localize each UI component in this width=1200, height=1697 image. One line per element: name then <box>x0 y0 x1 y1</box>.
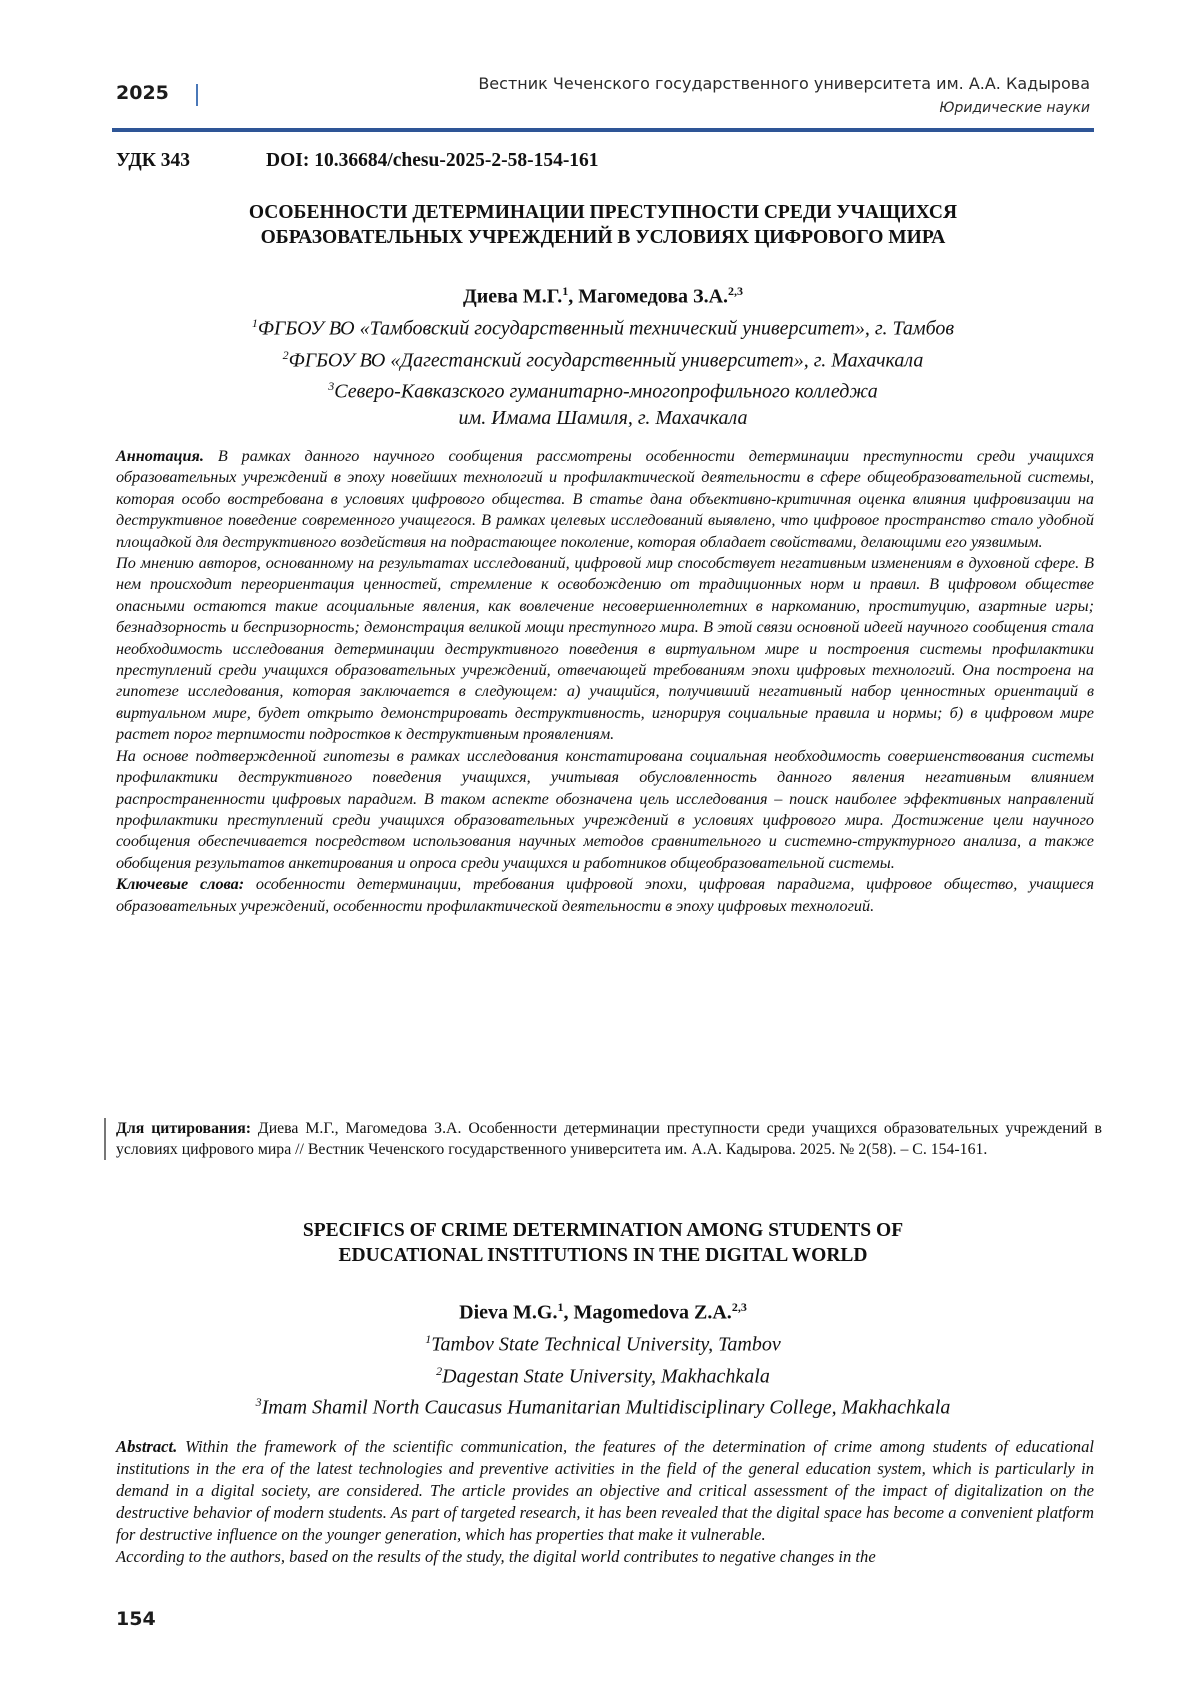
citation-label: Для цитирования: <box>116 1120 251 1137</box>
en-title-line2: EDUCATIONAL INSTITUTIONS IN THE DIGITAL WORLD <box>112 1243 1094 1268</box>
en-affiliations <box>112 1326 1094 1421</box>
ru-title-line1: ОСОБЕННОСТИ ДЕТЕРМИНАЦИИ ПРЕСТУПНОСТИ СРЕДИ УЧАЩИХСЯ <box>112 200 1094 225</box>
ru-keywords-label: Ключевые слова: <box>116 875 244 893</box>
en-affil-2-sup: 2 <box>436 1364 442 1378</box>
ru-affiliations <box>112 310 1094 431</box>
ru-abstract <box>116 446 1094 917</box>
en-author-2-sup: 2,3 <box>732 1300 747 1314</box>
en-author-2: Magomedova Z.A. <box>573 1302 731 1324</box>
en-affil-1-text: Tambov State Technical University, Tambov <box>431 1334 780 1356</box>
ru-author-2-sup: 2,3 <box>728 284 743 298</box>
header-year: 2025 <box>116 82 169 104</box>
doi[interactable]: DOI: 10.36684/chesu-2025-2-58-154-161 <box>266 150 599 172</box>
ru-affil-2-sup: 2 <box>283 348 289 362</box>
header-divider <box>196 84 198 106</box>
en-authors <box>112 1300 1094 1325</box>
journal-section: Юридические науки <box>939 100 1090 116</box>
ru-abstract-p2: По мнению авторов, основанному на результатах исследований, цифровой мир способствует негативным изменениям в духовной сфере. В нем происходит переориентация ценностей, стремление к освобождению от традиционных норм и правил. В цифровом обществе опасными остаются такие асоциальные явления, как вовлечение несовершеннолетних в наркоманию, проституцию, азартные игры; безнадзорность и беспризорность; демонстрация великой мощи преступного мира. В этой связи основной идеей научного сообщения стала необходимость исследования детерминации деструктивного поведения в виртуальном мире и построения системы профилактики преступлений среди учащихся образовательных учреждений, отвечающей требованиям эпохи цифровых технологий. Она построена на гипотезе исследования, которая заключается в следующем: а) учащийся, получивший негативный набор ценностных ориентаций в виртуальном мире, будет открыто демонстрировать деструктивность, игнорируя социальные правила и нормы; б) в цифровом мире растет порог терпимости подростков к деструктивным проявлениям. <box>116 553 1094 746</box>
header-rule <box>112 128 1094 132</box>
ru-affil-3 <box>112 373 1094 405</box>
en-affil-1-sup: 1 <box>425 1332 431 1346</box>
en-abstract-p1-text: Within the framework of the scientific communication, the features of the determination of crime among students of educational institutions in the era of the latest technologies and preventive activities in the field of the general education system, which is particularly in demand in a digital society, are considered. The article provides an objective and critical assessment of the impact of digitalization on the destructive behavior of modern students. As part of targeted research, it has been revealed that the digital space has become a convenient platform for destructive influence on the younger generation, which has properties that make it vulnerable. <box>116 1437 1094 1544</box>
ru-abstract-p3: На основе подтвержденной гипотезы в рамках исследования констатирована социальная необходимость совершенствования системы профилактики деструктивного поведения учащихся, учитывая обусловленность данного явления негативным влиянием распространенности цифровых парадигм. В таком аспекте обозначена цель исследования – поиск наиболее эффективных направлений профилактики преступлений среди учащихся образовательных учреждений в условиях цифрового мира. Достижение цели научного сообщения обеспечивается посредством использования научных методов сравнительного и системно-структурного анализа, а также обобщения результатов анкетирования и опроса среди учащихся и работников общеобразовательной системы. <box>116 746 1094 874</box>
ru-author-1-sup: 1 <box>562 284 568 298</box>
ru-affil-3-cont: им. Имама Шамиля, г. Махачкала <box>112 405 1094 431</box>
ru-affil-3-sup: 3 <box>328 379 334 393</box>
en-title <box>112 1218 1094 1268</box>
en-author-1: Dieva M.G. <box>459 1302 557 1324</box>
citation-text: Диева М.Г., Магомедова З.А. Особенности детерминации преступности среди учащихся образовательных учреждений в условиях цифрового мира // Вестник Чеченского государственного университета им. А.А. Кадырова. 2025. № 2(58). – С. 154-161. <box>116 1120 1102 1158</box>
en-affil-3-text: Imam Shamil North Caucasus Humanitarian Multidisciplinary College, Makhachkala <box>262 1397 951 1419</box>
ru-affil-3-text: Северо-Кавказского гуманитарно-многопрофильного колледжа <box>334 381 877 403</box>
ru-authors <box>112 284 1094 309</box>
ru-affil-1-text: ФГБОУ ВО «Тамбовский государственный технический университет», г. Тамбов <box>258 318 954 340</box>
udk-code: УДК 343 <box>116 150 190 172</box>
ru-affil-1-sup: 1 <box>252 316 258 330</box>
ru-title-line2: ОБРАЗОВАТЕЛЬНЫХ УЧРЕЖДЕНИЙ В УСЛОВИЯХ ЦИФРОВОГО МИРА <box>112 225 1094 250</box>
ru-affil-2 <box>112 342 1094 374</box>
en-affil-3-sup: 3 <box>256 1395 262 1409</box>
article-page <box>0 0 1200 1697</box>
ru-abstract-label: Аннотация. <box>116 447 204 465</box>
ru-author-sep: , <box>568 286 578 308</box>
en-author-1-sup: 1 <box>557 1300 563 1314</box>
ru-keywords-text: особенности детерминации, требования цифровой эпохи, цифровая парадигма, цифровое общество, учащиеся образовательных учреждений, особенности профилактической деятельности в эпоху цифровых технологий. <box>116 875 1094 914</box>
en-affil-1 <box>112 1326 1094 1358</box>
ru-affil-2-text: ФГБОУ ВО «Дагестанский государственный университет», г. Махачкала <box>289 349 924 371</box>
en-abstract <box>116 1436 1094 1568</box>
page-number: 154 <box>116 1608 156 1630</box>
en-abstract-label: Abstract. <box>116 1437 177 1456</box>
ru-abstract-p1 <box>116 446 1094 553</box>
ru-abstract-p1-text: В рамках данного научного сообщения рассмотрены особенности детерминации преступности среди учащихся образовательных учреждений в эпоху новейших технологий и профилактической деятельности в сфере общеобразовательной системы, которая особо востребована в условиях цифрового общества. В статье дана объективно-критичная оценка влияния цифровизации на деструктивное поведение современного учащегося. В рамках целевых исследований выявлено, что цифровое пространство стало удобной площадкой для деструктивного воздействия на подрастающее поколение, которая обладает свойствами, делающими его уязвимым. <box>116 447 1094 551</box>
ru-affil-1 <box>112 310 1094 342</box>
citation-block <box>104 1118 1102 1160</box>
ru-author-1: Диева М.Г. <box>463 286 562 308</box>
en-title-line1: SPECIFICS OF CRIME DETERMINATION AMONG STUDENTS OF <box>112 1218 1094 1243</box>
journal-name: Вестник Чеченского государственного университета им. А.А. Кадырова <box>478 74 1090 93</box>
en-abstract-p2: According to the authors, based on the results of the study, the digital world contributes to negative changes in the <box>116 1546 1094 1568</box>
en-author-sep: , <box>563 1302 573 1324</box>
ru-title <box>112 200 1094 250</box>
en-abstract-p1 <box>116 1436 1094 1546</box>
en-affil-2-text: Dagestan State University, Makhachkala <box>442 1365 770 1387</box>
en-affil-2 <box>112 1358 1094 1390</box>
ru-author-2: Магомедова З.А. <box>578 286 728 308</box>
ru-keywords <box>116 874 1094 917</box>
en-affil-3 <box>112 1389 1094 1421</box>
